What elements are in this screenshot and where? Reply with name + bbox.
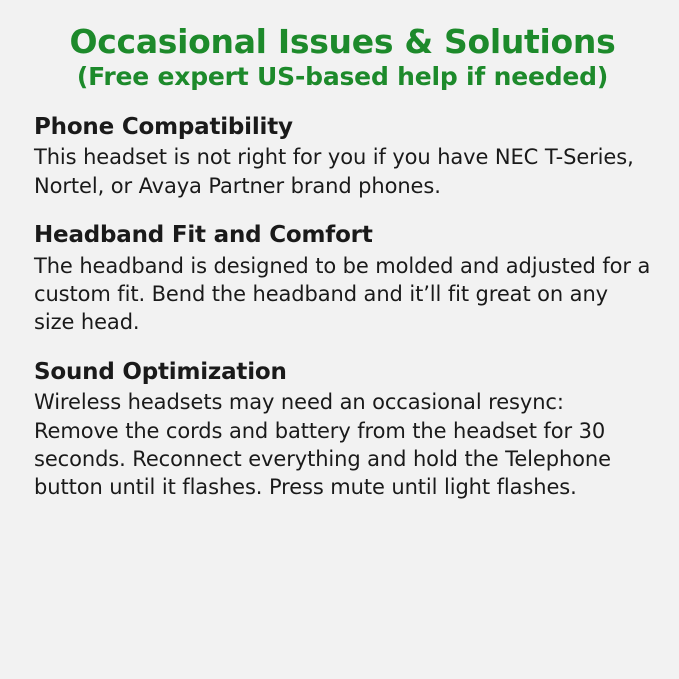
page-subtitle: (Free expert US-based help if needed) <box>76 61 609 91</box>
section-body: The headband is designed to be molded and adjusted for a custom fit. Bend the headband and it’ll fit great on any size head. <box>34 253 651 335</box>
section-sound-optimization <box>34 359 651 502</box>
section-title: Headband Fit and Comfort <box>34 221 373 248</box>
section-title: Sound Optimization <box>34 358 287 385</box>
header <box>34 24 651 92</box>
section-body: Wireless headsets may need an occasional resync: Remove the cords and battery from the headset for 30 seconds. Reconnect everything and hold the Telephone button until it flashes. Press mute until light flashes. <box>34 390 611 500</box>
section-title: Phone Compatibility <box>34 113 293 140</box>
section-headband-fit-and-comfort <box>34 222 651 337</box>
section-phone-compatibility <box>34 114 651 200</box>
page-title: Occasional Issues & Solutions <box>69 22 616 61</box>
section-body: This headset is not right for you if you have NEC T-Series, Nortel, or Avaya Partner brand phones. <box>34 145 634 198</box>
